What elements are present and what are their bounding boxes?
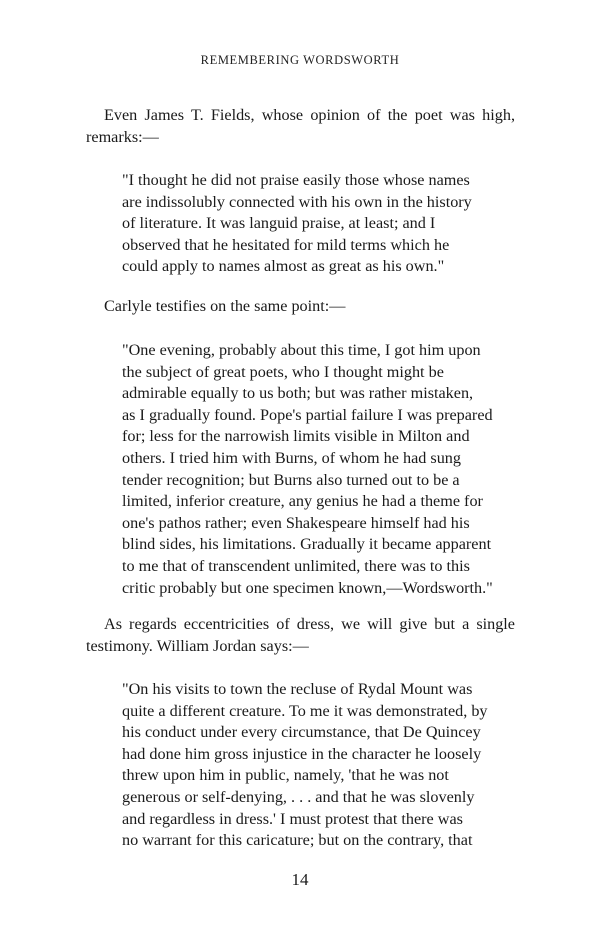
quote-line: no warrant for this caricature; but on the contrary, that [122,831,473,850]
quote-line: to me that of transcendent unlimited, there was to this [122,556,470,575]
quote-line: of literature. It was languid praise, at least; and I [122,214,436,233]
quote-line: limited, inferior creature, any genius he had a theme for [122,492,483,511]
quote-line: one's pathos rather; even Shakespeare himself had his [122,513,470,532]
quote-line: "On his visits to town the recluse of Rydal Mount was [122,680,473,698]
paragraph-carlyle: Carlyle testifies on the same point:— [104,297,346,315]
quote-fields [122,170,492,278]
quote-line: observed that he hesitated for mild terms which he [122,235,450,254]
quote-line: admirable equally to us both; but was rather mistaken, [122,384,474,403]
quote-line: quite a different creature. To me it was demonstrated, by [122,701,488,720]
quote-line: threw upon him in public, namely, 'that he was not [122,766,449,785]
quote-line: and regardless in dress.' I must protest that there was [122,809,463,828]
quote-line: critic probably but one specimen known,—Wordsworth." [122,578,493,597]
paragraph-jordan: As regards eccentricities of dress, we will give but a single testimony. William Jordan says:— [86,615,515,655]
quote-line: tender recognition; but Burns also turned out to be a [122,470,460,489]
quote-line: could apply to names almost as great as his own." [122,257,445,276]
quote-line: his conduct under every circumstance, that De Quincey [122,723,481,742]
paragraph-fields: Even James T. Fields, whose opinion of the poet was high, remarks:— [86,106,515,146]
quote-line: had done him gross injustice in the character he loosely [122,744,482,763]
running-head: REMEMBERING WORDSWORTH [200,53,400,67]
quote-line: "I thought he did not praise easily those whose names [122,171,470,189]
quote-jordan [122,679,492,852]
quote-line: are indissolubly connected with his own in the history [122,192,472,211]
quote-line: blind sides, his limitations. Gradually it became apparent [122,535,492,554]
quote-line: as I gradually found. Pope's partial failure I was prepared [122,405,493,424]
quote-line: for; less for the narrowish limits visible in Milton and [122,427,470,446]
quote-carlyle [122,340,492,599]
quote-line: others. I tried him with Burns, of whom he had sung [122,448,461,467]
quote-line: "One evening, probably about this time, I got him upon [122,341,481,359]
quote-line: generous or self-denying, . . . and that he was slovenly [122,787,475,806]
quote-line: the subject of great poets, who I thought might be [122,362,444,381]
page-number: 14 [291,870,309,889]
